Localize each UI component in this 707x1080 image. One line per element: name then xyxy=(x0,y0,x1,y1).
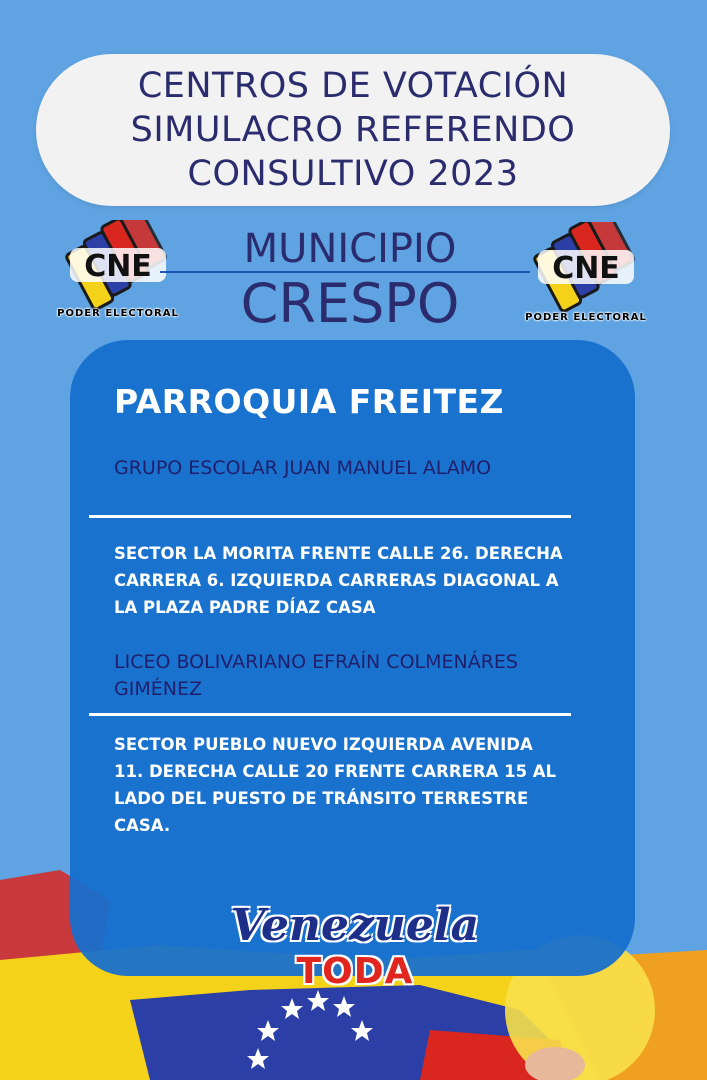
cne-logo-caption: PODER ELECTORAL xyxy=(525,312,647,323)
center-name-2: LICEO BOLIVARIANO EFRAÍN COLMENÁRES GIMÉNEZ xyxy=(114,651,518,700)
center-divider-2 xyxy=(89,713,571,716)
cne-logo-text: CNE xyxy=(84,249,152,284)
brand-toda-text: TODA xyxy=(296,951,414,992)
cne-logo-left xyxy=(48,220,188,330)
center-address-1: SECTOR LA MORITA FRENTE CALLE 26. DERECHA CARRERA 6. IZQUIERDA CARRERAS DIAGONAL A LA PLAZA PADRE DÍAZ CASA xyxy=(114,544,563,617)
municipio-label: MUNICIPIO xyxy=(243,226,457,272)
header-title-line-3: CONSULTIVO 2023 xyxy=(187,154,519,194)
cne-logo-text: CNE xyxy=(552,251,620,286)
cne-logo-caption: PODER ELECTORAL xyxy=(57,308,179,319)
header-title-line-2: SIMULACRO REFERENDO xyxy=(130,110,576,150)
center-name-1: GRUPO ESCOLAR JUAN MANUEL ALAMO xyxy=(114,457,492,479)
center-divider-1 xyxy=(89,515,571,518)
venezuela-toda-logo xyxy=(230,900,480,1000)
parroquia-title: PARROQUIA FREITEZ xyxy=(114,382,504,421)
brand-script-text: Venezuela xyxy=(230,900,480,951)
cne-logo-icon xyxy=(48,220,188,310)
cne-logo-right xyxy=(516,222,656,332)
header-title-line-1: CENTROS DE VOTACIÓN xyxy=(137,66,569,106)
center-address-2: SECTOR PUEBLO NUEVO IZQUIERDA AVENIDA 11. DERECHA CALLE 20 FRENTE CARRERA 15 AL LADO DEL PUESTO DE TRÁNSITO TERRESTRE CASA. xyxy=(114,735,557,835)
cne-logo-icon xyxy=(516,222,656,312)
header-title-box xyxy=(36,54,670,206)
municipio-name: CRESPO xyxy=(240,272,460,335)
